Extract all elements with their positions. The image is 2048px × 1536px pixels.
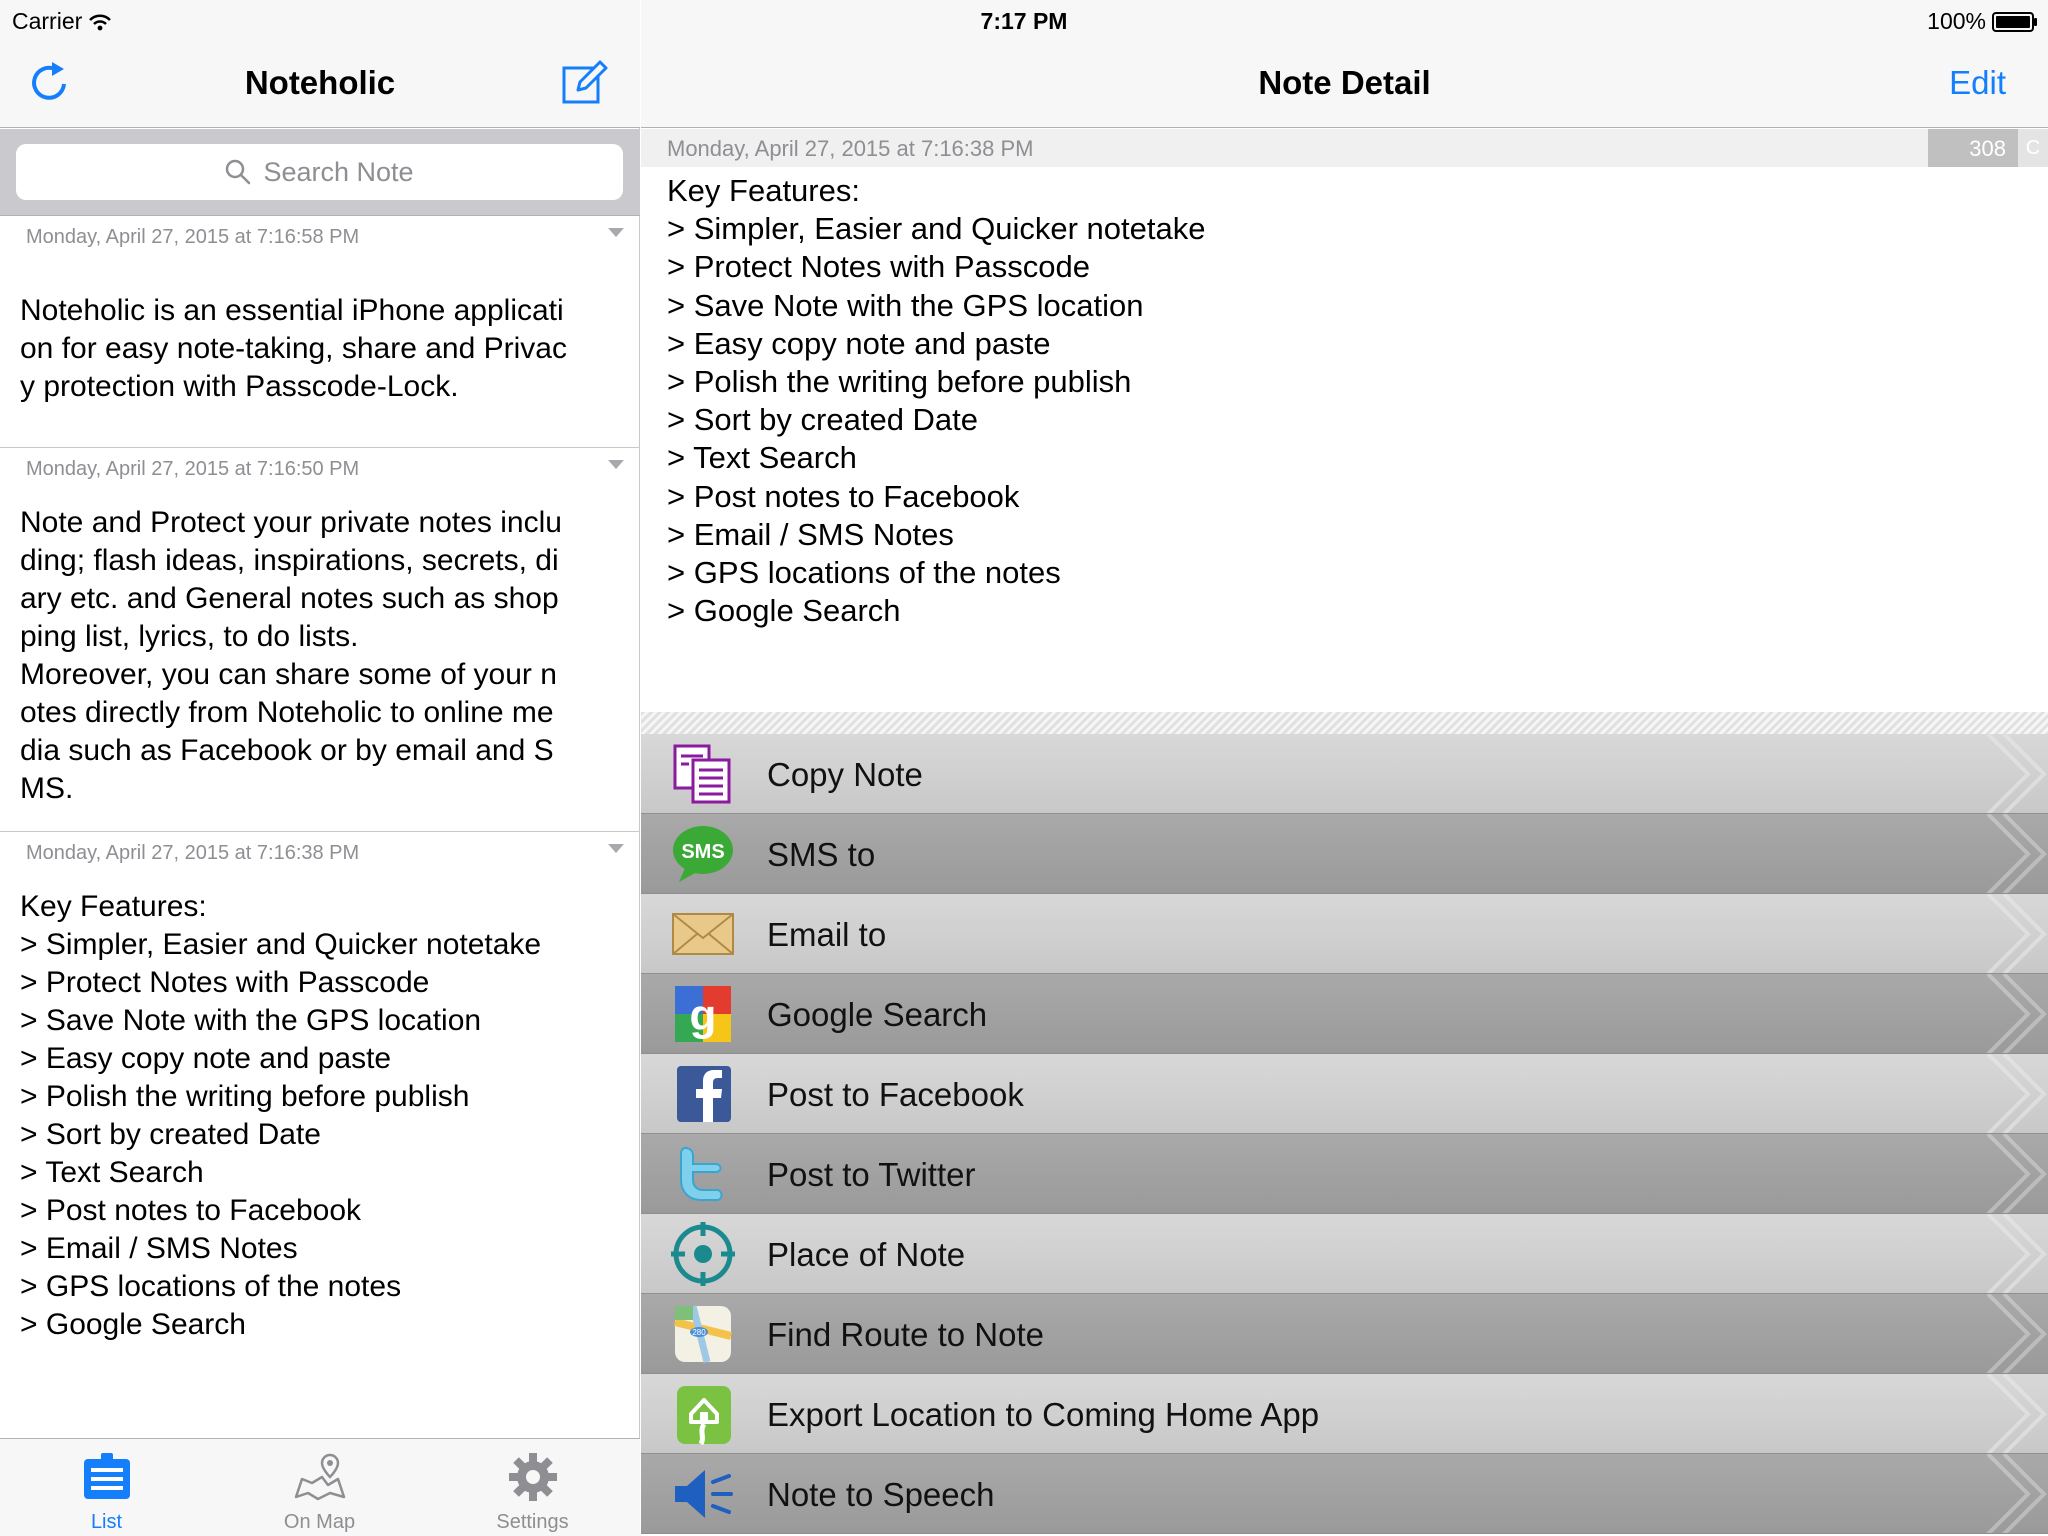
expand-caret-icon[interactable] <box>608 460 624 469</box>
status-time: 7:17 PM <box>980 8 1068 34</box>
search-input[interactable] <box>16 144 623 200</box>
action-find-route[interactable] <box>641 1294 2048 1374</box>
battery-indicator <box>1927 8 2038 35</box>
count-suffix: C <box>2018 129 2048 167</box>
tab-list[interactable] <box>0 1439 213 1536</box>
coming-home-icon <box>671 1382 735 1446</box>
action-email[interactable] <box>641 894 2048 974</box>
chevron-right-icon <box>1968 814 2048 894</box>
carrier-label: Carrier <box>12 8 83 34</box>
svg-text:SMS: SMS <box>681 841 725 863</box>
svg-text:g: g <box>689 991 717 1040</box>
search-icon <box>225 159 251 185</box>
gear-icon <box>503 1451 563 1507</box>
action-label: SMS to <box>767 836 876 873</box>
detail-title: Note Detail <box>1258 64 1431 101</box>
action-label: Post to Facebook <box>767 1076 1024 1113</box>
note-row[interactable] <box>0 448 640 832</box>
chevron-right-icon <box>1968 974 2048 1054</box>
note-date: Monday, April 27, 2015 at 7:16:50 PM <box>26 458 360 480</box>
tab-label: Settings <box>496 1511 569 1533</box>
tab-label: On Map <box>283 1511 356 1533</box>
notes-list-panel <box>0 0 640 1536</box>
action-note-to-speech[interactable] <box>641 1454 2048 1534</box>
maps-route-icon <box>671 1302 735 1366</box>
notes-list <box>0 216 640 1438</box>
tab-settings[interactable] <box>426 1439 639 1536</box>
striped-divider <box>641 712 2048 734</box>
note-row[interactable] <box>0 832 640 1438</box>
action-sms[interactable] <box>641 814 2048 894</box>
search-bar <box>0 129 640 216</box>
speaker-icon <box>671 1462 735 1526</box>
note-text: Noteholic is an essential iPhone applicati on for easy note-taking, share and Privac y protection with Passcode-Lock. <box>20 294 567 403</box>
tab-label: List <box>90 1511 123 1533</box>
tab-bar <box>0 1438 640 1536</box>
note-detail-panel <box>641 0 2048 1536</box>
status-bar <box>0 0 2048 40</box>
action-list <box>641 734 2048 1536</box>
action-label: Note to Speech <box>767 1476 995 1513</box>
action-label: Export Location to Coming Home App <box>767 1396 1320 1433</box>
detail-note-text[interactable]: Key Features: > Simpler, Easier and Quicker notetake > Protect Notes with Passcode > Save Note with the GPS location > Easy copy note and paste > Polish the writing before publish > Sort by created Date > Text Search > Post notes to Facebook > Email / SMS Notes > GPS locations of the notes > Google Search <box>667 173 1206 629</box>
action-post-twitter[interactable] <box>641 1134 2048 1214</box>
chevron-right-icon <box>1968 734 2048 814</box>
detail-date: Monday, April 27, 2015 at 7:16:38 PM <box>667 136 1034 161</box>
list-title: Noteholic <box>244 64 396 101</box>
chevron-right-icon <box>1968 1454 2048 1534</box>
chevron-right-icon <box>1968 1134 2048 1214</box>
expand-caret-icon[interactable] <box>608 844 624 853</box>
google-icon <box>671 982 735 1046</box>
chevron-right-icon <box>1968 1054 2048 1134</box>
chevron-right-icon <box>1968 894 2048 974</box>
copy-note-icon <box>671 742 735 806</box>
twitter-icon <box>671 1142 735 1206</box>
action-post-facebook[interactable] <box>641 1054 2048 1134</box>
chevron-right-icon <box>1968 1374 2048 1454</box>
action-label: Find Route to Note <box>767 1316 1044 1353</box>
edit-button[interactable]: Edit <box>1949 64 2006 101</box>
facebook-icon <box>671 1062 735 1126</box>
compose-icon[interactable] <box>560 58 608 106</box>
action-label: Google Search <box>767 996 988 1033</box>
svg-text:280: 280 <box>692 1328 706 1337</box>
detail-info-bar <box>641 129 2048 167</box>
action-label: Place of Note <box>767 1236 966 1273</box>
search-placeholder: Search Note <box>263 156 414 187</box>
sms-icon <box>671 822 735 886</box>
location-target-icon <box>671 1222 735 1286</box>
note-date: Monday, April 27, 2015 at 7:16:58 PM <box>26 226 360 248</box>
action-place-of-note[interactable] <box>641 1214 2048 1294</box>
action-label: Copy Note <box>767 756 923 793</box>
envelope-icon <box>671 902 735 966</box>
chevron-right-icon <box>1968 1294 2048 1374</box>
expand-caret-icon[interactable] <box>608 228 624 237</box>
battery-icon <box>1992 12 2038 32</box>
action-google-search[interactable] <box>641 974 2048 1054</box>
list-icon <box>77 1451 137 1507</box>
action-export-coming-home[interactable] <box>641 1374 2048 1454</box>
note-row[interactable] <box>0 216 640 448</box>
action-copy-note[interactable] <box>641 734 2048 814</box>
character-count: 308 <box>1928 129 2018 167</box>
tab-on-map[interactable] <box>213 1439 426 1536</box>
note-date: Monday, April 27, 2015 at 7:16:38 PM <box>26 842 360 864</box>
action-label: Post to Twitter <box>767 1156 976 1193</box>
action-label: Email to <box>767 916 887 953</box>
note-text: Note and Protect your private notes inclu ding; flash ideas, inspirations, secrets, di ary etc. and General notes such as shop ping list, lyrics, to do lists. Moreover, you can share some of your n otes directly from Noteholic to online me dia such as Facebook or by email and S MS. <box>20 506 562 805</box>
chevron-right-icon <box>1968 1214 2048 1294</box>
battery-percent: 100% <box>1927 8 1986 34</box>
note-text: Key Features: > Simpler, Easier and Quicker notetake > Protect Notes with Passcode > Save Note with the GPS location > Easy copy note and paste > Polish the writing before publish > Sort by created Date > Text Search > Post notes to Facebook > Email / SMS Notes > GPS locations of the notes > Google Search <box>20 890 542 1341</box>
map-icon <box>290 1451 350 1507</box>
